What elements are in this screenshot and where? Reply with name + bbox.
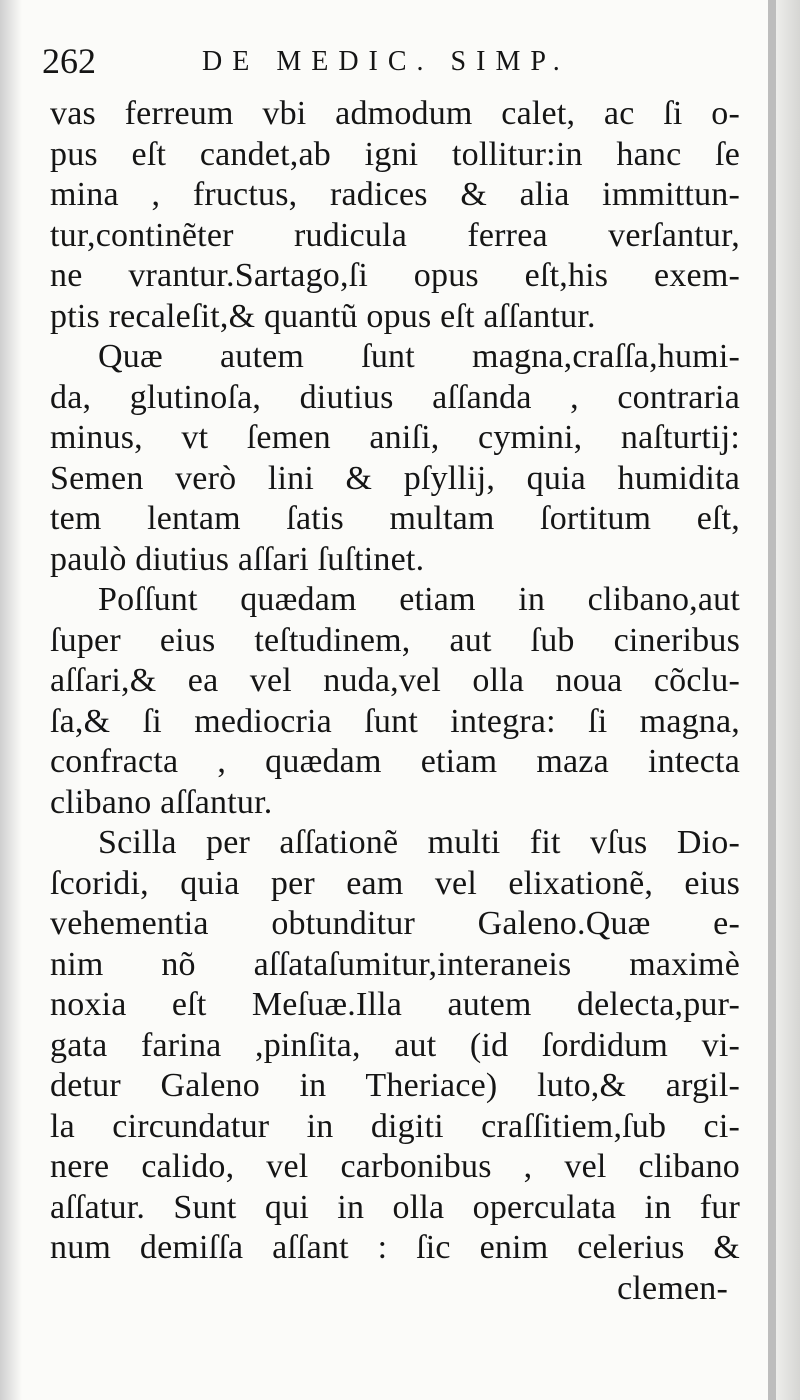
text-line: tur,continẽter rudicula ferrea verſantur, bbox=[50, 216, 740, 254]
text-line: ſuper eius teſtudinem, aut ſub cineribus bbox=[50, 621, 740, 659]
text-line: aſſatur. Sunt qui in olla operculata in fur bbox=[50, 1188, 740, 1226]
text-line: pus eſt candet,ab igni tollitur:in hanc ſe bbox=[50, 135, 740, 173]
text-line: ſcoridi, quia per eam vel elixationẽ, eius bbox=[50, 864, 740, 902]
text-line: noxia eſt Meſuæ.Illa autem delecta,pur- bbox=[50, 986, 740, 1023]
text-line: tem lentam ſatis multam ſortitum eſt, bbox=[50, 500, 740, 537]
text-line: confracta , quædam etiam maza intecta bbox=[50, 743, 740, 780]
paragraph-start-line: Poſſunt quædam etiam in clibano,aut bbox=[98, 581, 740, 618]
text-line: vas ferreum vbi admodum calet, ac ſi o- bbox=[50, 95, 740, 132]
text-line: aſſari,& ea vel nuda,vel olla noua cõclu- bbox=[50, 662, 740, 699]
running-head bbox=[42, 40, 602, 92]
page-edge-shadow bbox=[0, 0, 22, 1400]
page-number: 262 bbox=[42, 41, 96, 81]
text-line: paulò diutius aſſari ſuſtinet. bbox=[50, 540, 425, 578]
text-line: da, glutinoſa, diutius aſſanda , contraria bbox=[50, 378, 740, 416]
text-line: clibano aſſantur. bbox=[50, 783, 273, 821]
body-text bbox=[50, 94, 740, 1309]
catchword: clemen- bbox=[617, 1269, 728, 1307]
text-line: Semen verò lini & pſyllij, quia humidita bbox=[50, 459, 740, 497]
text-line: num demiſſa aſſant : ſic enim celerius & bbox=[50, 1229, 740, 1266]
text-line: la circundatur in digiti craſſitiem,ſub ci- bbox=[50, 1107, 740, 1145]
text-line: ne vrantur.Sartago,ſi opus eſt,his exem- bbox=[50, 257, 740, 294]
text-line: gata farina ,pinſita, aut (id ſordidum vi- bbox=[50, 1026, 740, 1064]
paragraph-start-line: Scilla per aſſationẽ multi fit vſus Dio- bbox=[98, 824, 740, 861]
text-line: nim nõ aſſataſumitur,interaneis maximè bbox=[50, 945, 740, 983]
running-title: DE MEDIC. SIMP. bbox=[202, 46, 570, 77]
binding-gutter bbox=[768, 0, 776, 1400]
text-line: ſa,& ſi mediocria ſunt integra: ſi magna, bbox=[50, 702, 740, 740]
text-line: detur Galeno in Theriace) luto,& argil- bbox=[50, 1067, 740, 1104]
text-line: mina , fructus, radices & alia immittun- bbox=[50, 176, 740, 213]
paragraph-start-line: Quæ autem ſunt magna,craſſa,humi- bbox=[98, 338, 740, 375]
text-line: ptis recaleſit,& quantũ opus eſt aſſantur. bbox=[50, 297, 596, 335]
text-line: nere calido, vel carbonibus , vel clibano bbox=[50, 1148, 740, 1185]
text-line: vehementia obtunditur Galeno.Quæ e- bbox=[50, 905, 740, 942]
text-line: minus, vt ſemen aniſi, cymini, naſturtij: bbox=[50, 419, 740, 456]
